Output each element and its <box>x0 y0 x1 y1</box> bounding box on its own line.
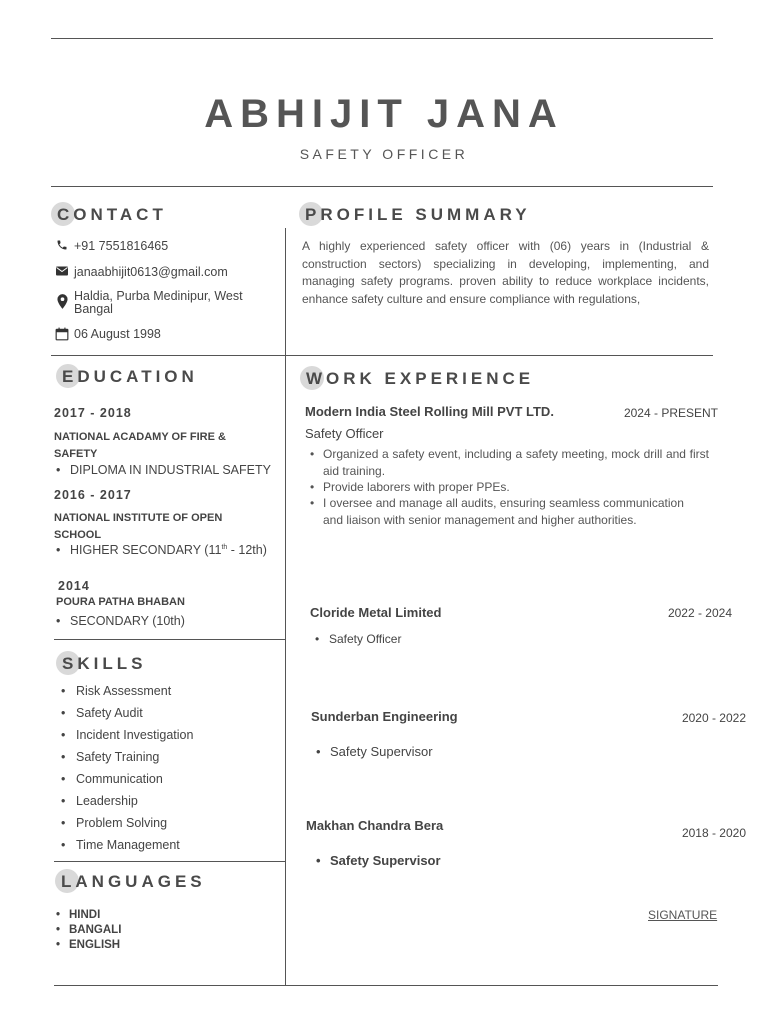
work-heading-initial: W <box>306 369 327 388</box>
skills-bottom-rule <box>54 861 285 862</box>
calendar-icon <box>55 327 69 344</box>
skill-item: • Time Management <box>76 838 180 852</box>
language-item: • BANGALI <box>69 924 121 936</box>
contact-heading-text: ONTACT <box>73 205 167 224</box>
education-heading-initial: E <box>62 367 78 386</box>
profile-heading <box>305 205 531 225</box>
contact-address <box>55 290 265 316</box>
education-institute: NATIONAL INSTITUTE OF OPEN SCHOOL <box>54 512 223 541</box>
language-item: • ENGLISH <box>69 939 120 951</box>
mail-icon <box>55 265 69 279</box>
job-role: • Safety Officer <box>329 632 401 646</box>
bottom-rule <box>54 985 718 986</box>
job-period: 2024 - PRESENT <box>623 406 718 420</box>
location-icon <box>55 294 69 312</box>
email-address[interactable]: janaabhijit0613@gmail.com <box>74 265 228 279</box>
job-company: Sunderban Engineering <box>311 709 458 724</box>
header-rule <box>51 186 713 187</box>
skill-item: • Communication <box>76 772 163 786</box>
top-rule <box>51 38 713 39</box>
course-superscript: th <box>221 543 228 551</box>
skills-heading-initial: S <box>62 654 78 673</box>
column-divider <box>285 228 286 985</box>
education-years: 2014 <box>58 579 90 593</box>
job-period: 2020 - 2022 <box>681 711 746 725</box>
languages-heading-initial: L <box>61 872 76 891</box>
job-period: 2018 - 2020 <box>681 826 746 840</box>
job-duty: • Organized a safety event, including a safety meeting, mock drill and first aid training. <box>323 446 709 479</box>
phone-icon <box>55 239 69 254</box>
candidate-title: SAFETY OFFICER <box>299 146 469 162</box>
candidate-name: ABHIJIT JANA <box>204 92 564 136</box>
skills-heading <box>62 654 146 674</box>
education-institute: POURA PATHA BHABAN <box>56 596 185 608</box>
job-period: 2022 - 2024 <box>667 606 732 620</box>
job-company: Modern India Steel Rolling Mill PVT LTD. <box>305 404 554 419</box>
dob-text: 06 August 1998 <box>74 327 161 341</box>
skill-item: • Leadership <box>76 794 138 808</box>
contact-email <box>55 265 228 279</box>
work-heading <box>306 369 534 389</box>
education-years: 2017 - 2018 <box>54 406 132 420</box>
education-bottom-rule <box>54 639 285 640</box>
job-role: • Safety Supervisor <box>330 744 433 759</box>
job-role: • Safety Supervisor <box>330 853 441 868</box>
education-course: • SECONDARY (10th) <box>70 614 185 628</box>
skill-item: • Problem Solving <box>76 816 167 830</box>
contact-heading-initial: C <box>57 205 74 224</box>
profile-heading-text: ROFILE SUMMARY <box>320 205 531 224</box>
skills-heading-text: KILLS <box>77 654 147 673</box>
job-company: Cloride Metal Limited <box>310 605 442 620</box>
skill-item: • Safety Audit <box>76 706 143 720</box>
course-text-end: - 12th) <box>227 543 267 557</box>
education-institute: NATIONAL ACADAMY OF FIRE & SAFETY <box>54 431 226 460</box>
profile-heading-initial: P <box>305 205 321 224</box>
job-duty: • I oversee and manage all audits, ensuring seamless communication and liaison with senior management and higher authorities. <box>323 495 698 528</box>
skill-item: • Incident Investigation <box>76 728 193 742</box>
job-company: Makhan Chandra Bera <box>306 818 444 833</box>
languages-heading <box>61 872 206 892</box>
languages-heading-text: ANGUAGES <box>75 872 206 891</box>
job-duty: • Provide laborers with proper PPEs. <box>323 479 709 496</box>
education-heading-text: DUCATION <box>77 367 198 386</box>
course-text: HIGHER SECONDARY (11 <box>70 543 222 557</box>
phone-number[interactable]: +91 7551816465 <box>74 239 169 253</box>
job-role: Safety Officer <box>305 426 384 441</box>
skill-item: • Safety Training <box>76 750 159 764</box>
skill-item: • Risk Assessment <box>76 684 171 698</box>
address-text: Haldia, Purba Medinipur, West Bangal <box>74 289 243 316</box>
work-heading-text: ORK EXPERIENCE <box>326 369 535 388</box>
contact-dob <box>55 327 161 344</box>
education-heading <box>62 367 198 387</box>
contact-phone <box>55 239 168 254</box>
education-years: 2016 - 2017 <box>54 488 132 502</box>
education-course: • DIPLOMA IN INDUSTRIAL SAFETY <box>70 463 271 477</box>
signature-line: SIGNATURE <box>648 908 718 922</box>
language-item: • HINDI <box>69 909 100 921</box>
profile-summary-text: A highly experienced safety officer with (06) years in (Industrial & construction sectors) specializing in developing, implementing, and managing safety programs. proven ability to reduce workplace incidents, enhance safety culture and ensure compliance with regulations, <box>302 239 709 306</box>
contact-bottom-rule <box>51 355 713 356</box>
contact-heading <box>57 205 167 225</box>
education-course <box>70 543 267 557</box>
